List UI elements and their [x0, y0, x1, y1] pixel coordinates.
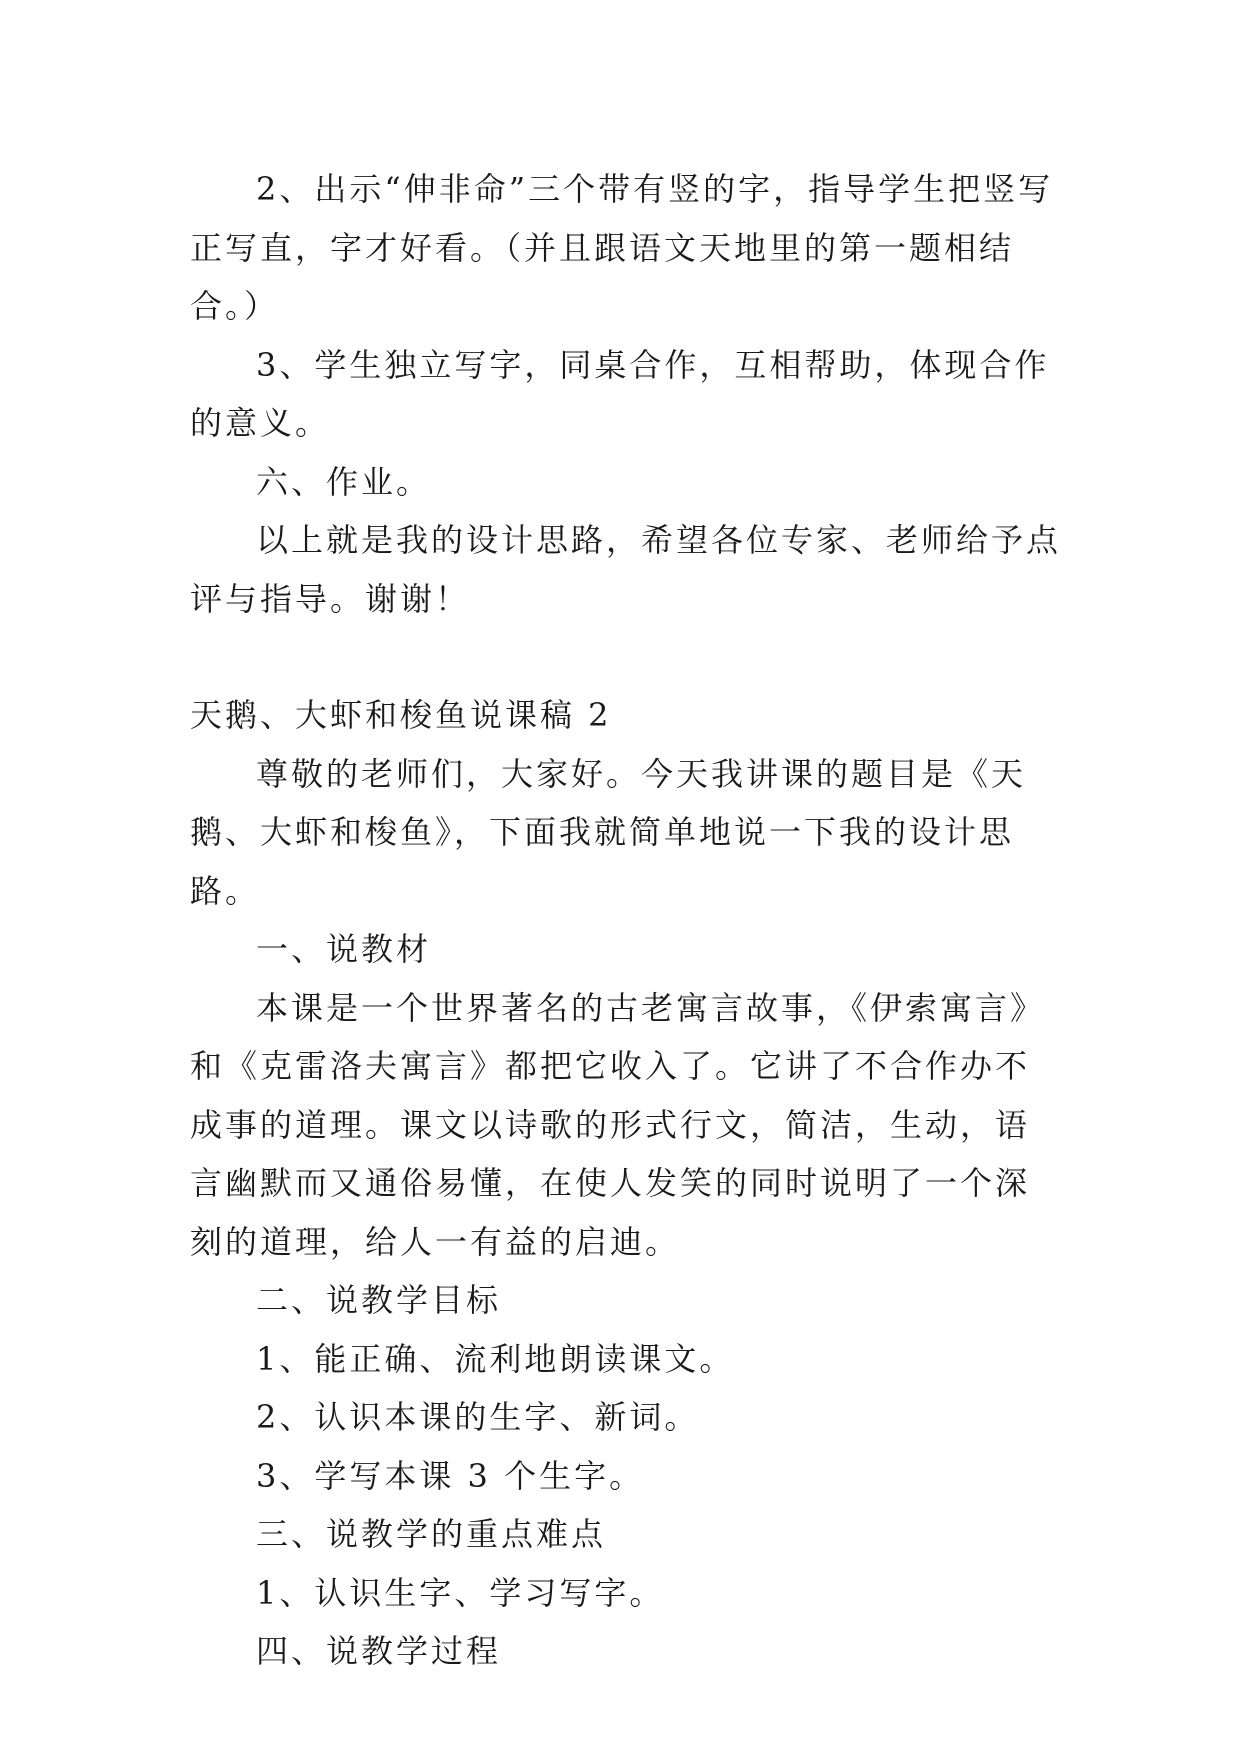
heading-objectives: 二、说教学目标	[256, 1281, 502, 1319]
paragraph: 2、出示“伸非命”三个带有竖的字，指导学生把竖写正写直，字才好看。（并且跟语文天地里的第一题相结合。）	[190, 170, 1054, 325]
heading-process: 四、说教学过程	[256, 1632, 502, 1670]
paragraph: 尊敬的老师们，大家好。今天我讲课的题目是《天鹅、大虾和梭鱼》，下面我就简单地说一下我的设计思路。	[190, 754, 1027, 910]
paragraph: 3、学生独立写字，同桌合作，互相帮助，体现合作的意义。	[190, 345, 1050, 442]
paragraph: 六、作业。	[256, 462, 432, 501]
list-item: 1、认识生字、学习写字。	[256, 1573, 665, 1612]
document-body	[190, 160, 1062, 1681]
list-item: 2、认识本课的生字、新词。	[256, 1398, 700, 1436]
paragraph: 本课是一个世界著名的古老寓言故事，《伊索寓言》和《克雷洛夫寓言》都把它收入了。它讲了不合作办不成事的道理。课文以诗歌的形式行文，简洁，生动，语言幽默而又通俗易懂，在使人发笑的同时说明了一个深刻的道理，给人一有益的启迪。	[190, 988, 1046, 1261]
section-spacer	[190, 628, 1062, 686]
list-item: 3、学写本课 3 个生字。	[256, 1456, 645, 1495]
paragraph: 以上就是我的设计思路，希望各位专家、老师给予点评与指导。谢谢！	[190, 521, 1062, 618]
section-title: 天鹅、大虾和梭鱼说课稿 2	[190, 696, 612, 734]
heading-textbook: 一、说教材	[256, 930, 432, 968]
list-item: 1、能正确、流利地朗读课文。	[256, 1339, 735, 1378]
heading-key-points: 三、说教学的重点难点	[256, 1515, 607, 1553]
